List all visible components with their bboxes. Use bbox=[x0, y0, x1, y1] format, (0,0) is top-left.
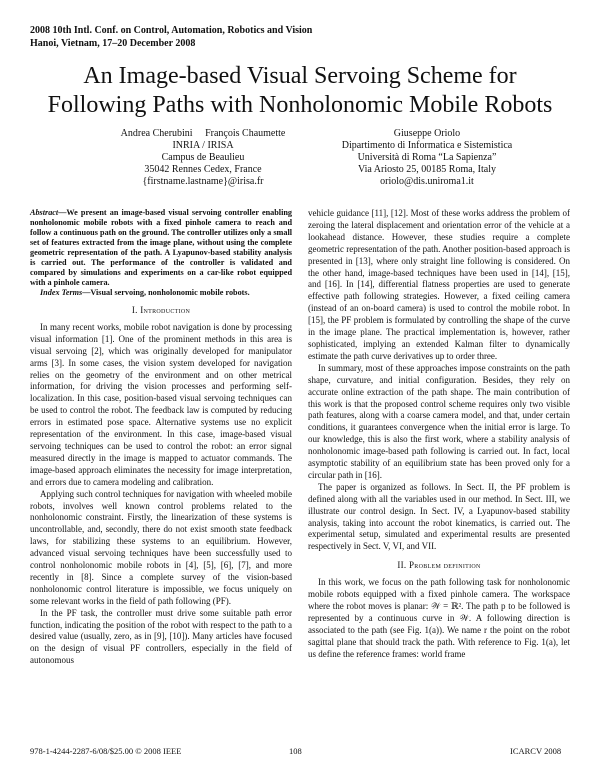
author-affil-line: Università di Roma “La Sapienza” bbox=[357, 152, 497, 163]
author-affil-line: Via Ariosto 25, 00185 Roma, Italy bbox=[358, 164, 496, 175]
section-heading-problem-definition: II. Problem definition bbox=[397, 560, 481, 571]
paper-title bbox=[30, 62, 570, 120]
author-affil-line: Campus de Beaulieu bbox=[161, 152, 245, 163]
author-names: Giuseppe Oriolo bbox=[393, 128, 461, 139]
left-column bbox=[30, 208, 292, 667]
section-heading-introduction: I. Introduction bbox=[131, 305, 191, 315]
author-email: oriolo@dis.uniroma1.it bbox=[380, 176, 474, 187]
author-affil-line: INRIA / IRISA bbox=[172, 140, 234, 151]
author-block-roma bbox=[312, 128, 542, 188]
body-paragraph: In many recent works, mobile robot navigation is done by processing visual information [1]. One of the prominent methods in this area is visual servoing [2], which was originally developed for manipulator arms [3]. In some cases, the vision system developed for navigation relies on the geometry of the environment and on other metrical information, for driving the vision processes and performing self-localization. In this case, position-based visual servoing techniques can be used to control the robot. The feedback law is computed by reducing errors in estimated pose space. Alternative systems use no explicit representation of the environment. In this case, image-based visual servoing techniques can be used to control the robot: an error signal measured directly in the image is mapped to actuator commands. The image-based approach eliminates the necessity for image interpretation, and errors due to camera modeling and calibration. bbox=[30, 321, 292, 487]
body-paragraph: The paper is organized as follows. In Sect. II, the PF problem is defined along with all the variables used in our method. In Sect. III, we illustrate our control design. In Sect. IV, a Lyapunov-based stability analysis, taking into account the robot kinematics, is carried out. The experimental setup, simulated and experimental results are presented respectively in Sect. V, VI, and VII. bbox=[308, 481, 570, 552]
footer-isbn: 978-1-4244-2287-6/08/$25.00 © 2008 IEEE bbox=[30, 746, 182, 756]
title-line-2: Following Paths with Nonholonomic Mobile Robots bbox=[47, 92, 553, 118]
author-affil-line: 35042 Rennes Cedex, France bbox=[144, 164, 262, 175]
index-terms-text: —Visual servoing, nonholonomic mobile robots. bbox=[82, 288, 250, 297]
author-email: {firstname.lastname}@irisa.fr bbox=[142, 176, 264, 187]
conference-line-1: 2008 10th Intl. Conf. on Control, Automation, Robotics and Vision bbox=[30, 25, 313, 36]
author-affil-line: Dipartimento di Informatica e Sistemistica bbox=[341, 140, 513, 151]
body-paragraph: In the PF task, the controller must drive some suitable path error function, indicating the position of the robot with respect to the path to a desired value (usually, zero, as in [9], [10]). Many articles have focused on the design of visual PF controllers, especially in the field of autonomous bbox=[30, 607, 292, 666]
abstract-text: —We present an image-based visual servoing controller enabling nonholonomic mobile robots with a fixed pinhole camera to reach and follow a continuous path on the ground. The controller utilizes only a small set of features extracted from the image plane, without using the complete geometric representation of the path. A Lyapunov-based stability analysis is carried out. The performance of the controller is validated and compared by simulations and experiments on a car-like robot equipped with a pinhole camera. bbox=[30, 208, 292, 287]
body-paragraph: In summary, most of these approaches impose constraints on the path shape, curvature, and initial configuration. Besides, they rely on accurate online extraction of the path shape. The main contribution of this work is that the proposed control scheme requires only two visible path features, along with a coarse camera model, and that, under certain conditions, it guarantees convergence when the initial error is large. To our knowledge, this is also the first work, where a stability analysis of nonholonomic image-based path following is carried out. In fact, local asymptotic stability of an equilibrium state has been proved only for a circular path in [16]. bbox=[308, 362, 570, 480]
body-paragraph: Applying such control techniques for navigation with wheeled mobile robots, involves well known control problems related to the nonholonomic constraint. Firstly, the linearization of these systems is uncontrollable, and, secondly, there do not exist smooth state feedback laws, for stabilizing these systems to an equilibrium. However, advanced visual servoing techniques have been successfully used to control nonholonomic mobile robots in [4], [5], [6], [7], and more recently in [8]. Since a complete survey of the vision-based nonholonomic control literature is impossible, we focus uniquely on some relevant works in the field of path following (PF). bbox=[30, 488, 292, 606]
abstract bbox=[30, 208, 292, 288]
footer-venue: ICARCV 2008 bbox=[510, 746, 562, 756]
author-names: Andrea Cherubini François Chaumette bbox=[120, 128, 286, 139]
body-paragraph: In this work, we focus on the path following task for nonholonomic mobile robots equipped with a fixed pinhole camera. The workspace where the robot moves is planar: 𝒲 = ℝ². The path p to be followed is represented by a continuous curve in 𝒲. A following direction is associated to the path (see Fig. 1(a)). We name r the point on the robot sagittal plane that should track the path. With reference to Fig. 1(a), let us define the reference frames: world frame bbox=[308, 577, 570, 659]
index-terms bbox=[30, 288, 292, 298]
conference-header bbox=[30, 24, 312, 50]
title-line-1: An Image-based Visual Servoing Scheme for bbox=[83, 63, 517, 89]
footer-page-number: 108 bbox=[289, 746, 302, 756]
conference-line-2: Hanoi, Vietnam, 17–20 December 2008 bbox=[30, 38, 196, 49]
index-terms-label: Index Terms bbox=[40, 288, 83, 297]
body-paragraph: vehicle guidance [11], [12]. Most of these works address the problem of zeroing the lateral displacement and orientation error of the vehicle at a lookahead distance. However, these studies require a complete geometric representation of the path. Another position-based approach is presented in [13], where only straight line following is considered. On the other hand, image-based techniques have been used in [14], [15], and [16]. In [14], differential flatness properties are used to generate effective path following strategies. However, a fixed ceiling camera (instead of an on-board camera) is used to control the mobile robot. In [15], the PF problem is formulated by controlling the shape of the curve in the image plane. The practical implementation is, however, rather sophisticated, implying an extended Kalman filter to dynamically estimate the path curve derivatives up to order three. bbox=[308, 208, 570, 361]
abstract-label: Abstract bbox=[30, 208, 59, 217]
author-block-inria bbox=[98, 128, 308, 188]
right-column bbox=[308, 208, 570, 661]
